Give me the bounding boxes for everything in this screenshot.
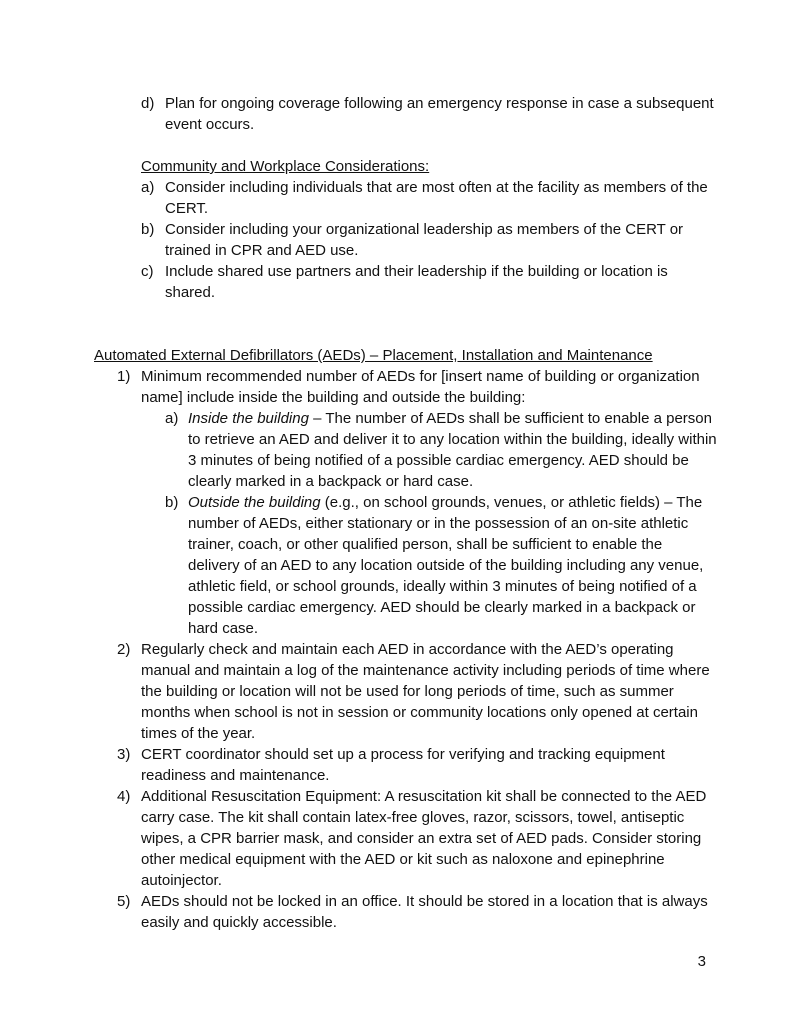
list-item (117, 366, 717, 639)
page-number: 3 (697, 953, 706, 970)
list-item-text (188, 408, 717, 492)
list-item (141, 261, 721, 303)
list-item-text (188, 492, 717, 639)
list-marker: 1) (117, 368, 131, 385)
continued-list (141, 93, 721, 135)
sublist-item (141, 408, 717, 492)
list-item-text: Regularly check and maintain each AED in accordance with the AED’s operating manual and maintain a log of the maintenance activity including periods of time where the building or location will not be used for long periods of time, such as summer months when school is not in session or community locations only opened at certain times of the year. (141, 641, 710, 742)
list-marker: b) (165, 494, 179, 511)
item-body: – The number of AEDs shall be sufficient to enable a person to retrieve an AED and deliver it to any location within the building, ideally within 3 minutes of being notified of a possible cardiac emergency. AED should be clearly marked in a backpack or hard case. (188, 410, 717, 490)
aed-sublist (141, 408, 717, 639)
item-lead: Inside the building (188, 410, 309, 427)
list-item (117, 891, 717, 933)
list-marker: 4) (117, 788, 131, 805)
list-marker: a) (165, 410, 179, 427)
list-item-text: Plan for ongoing coverage following an emergency response in case a subsequent event occurs. (165, 95, 714, 133)
list-marker: 2) (117, 641, 131, 658)
list-marker: b) (141, 221, 155, 238)
community-list (141, 177, 721, 303)
list-marker: a) (141, 179, 155, 196)
list-item-text: Minimum recommended number of AEDs for [insert name of building or organization name] include inside the building and outside the building: (141, 368, 700, 406)
item-lead: Outside the building (188, 494, 321, 511)
list-item-text: Consider including individuals that are most often at the facility as members of the CERT. (165, 179, 708, 217)
list-item (141, 177, 721, 219)
list-item (117, 744, 717, 786)
list-marker: c) (141, 263, 154, 280)
item-body: (e.g., on school grounds, venues, or athletic fields) – The number of AEDs, either stationary or in the possession of an on-site athletic trainer, coach, or other qualified person, shall be sufficient to enable the delivery of an AED to any location outside of the building including any venue, athletic field, or school grounds, ideally within 3 minutes of being notified of a possible cardiac emergency. AED should be clearly marked in a backpack or hard case. (188, 494, 704, 637)
list-item (141, 219, 721, 261)
list-item-text: AEDs should not be locked in an office. It should be stored in a location that is always easily and quickly accessible. (141, 893, 708, 931)
aed-section-heading: Automated External Defibrillators (AEDs) – Placement, Installation and Maintenance (94, 347, 653, 364)
list-marker: d) (141, 95, 155, 112)
list-item (117, 786, 717, 891)
list-item-text: Consider including your organizational leadership as members of the CERT or trained in CPR and AED use. (165, 221, 684, 259)
sublist-item (141, 492, 717, 639)
aed-list (117, 366, 717, 933)
list-item-text: Additional Resuscitation Equipment: A resuscitation kit shall be connected to the AED carry case. The kit shall contain latex-free gloves, razor, scissors, towel, antiseptic wipes, a CPR barrier mask, and consider an extra set of AED pads. Consider storing other medical equipment with the AED or kit such as naloxone and epinephrine autoinjector. (141, 788, 707, 889)
list-marker: 5) (117, 893, 131, 910)
list-item-text: CERT coordinator should set up a process for verifying and tracking equipment readiness and maintenance. (141, 746, 665, 784)
community-heading: Community and Workplace Considerations: (141, 158, 430, 175)
list-item (117, 639, 717, 744)
list-item-text: Include shared use partners and their leadership if the building or location is shared. (165, 263, 668, 301)
list-item (141, 93, 721, 135)
list-marker: 3) (117, 746, 131, 763)
